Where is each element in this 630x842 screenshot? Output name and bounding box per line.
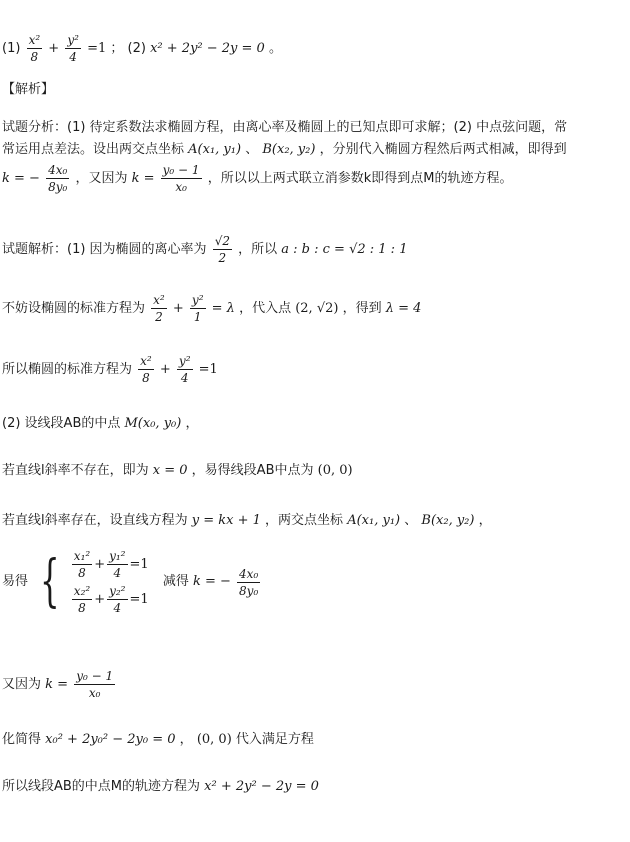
fraction-y2-over-1: $\frac{\text{y²}}{1}$: [191, 293, 204, 324]
fraction-x2-over-2: $\frac{\text{x²}}{2}$: [153, 293, 165, 324]
fraction-y0m1-over-x0: $\frac{\text{y₀ − 1}}{\text{x₀}}$: [162, 163, 200, 194]
answer-line: (1) $\frac{\text{x²}}{8}$ + $\frac{\text{y²}}{4}$ =1 ； (2) x² + 2y² − 2y = 0 。: [2, 33, 282, 64]
part1-label: (1): [2, 41, 21, 56]
fraction-x2-over-8-b: $\frac{\text{x²}}{8}$: [140, 354, 152, 385]
fraction-y0m1-over-x0-b: $\frac{\text{y₀ − 1}}{\text{x₀}}$: [76, 669, 114, 700]
solution-line-9: 化简得 x₀² + 2y₀² − 2y₀ = 0 ， (0, 0) 代入满足方程: [2, 732, 314, 747]
equation-system: { $\frac{\text{x₁²}}{8}$ + $\frac{\text{y₁²}}{4}$ =1 $\frac{\text{x₂²}}{8}$ + $\frac{\text{y₂²}}{4}$ =1: [40, 549, 149, 615]
fraction-4x0-over-8y0: $\frac{\text{4x₀}}{\text{8y₀}}$: [48, 163, 68, 194]
solution-line-6: 若直线l斜率存在，设直线方程为 y = kx + 1 ，两交点坐标 A(x₁, y₁) 、 B(x₂, y₂) ，: [2, 513, 492, 528]
fraction-sqrt2-over-2: $\frac{√2}{2}$: [214, 234, 230, 265]
solution-line-8: 又因为 k = $\frac{\text{y₀ − 1}}{\text{x₀}}$: [2, 669, 114, 700]
left-brace-icon: {: [40, 549, 60, 614]
solution-line-10: 所以线段AB的中点M的轨迹方程为 x² + 2y² − 2y = 0: [2, 779, 319, 794]
solution-line-7: 易得 { $\frac{\text{x₁²}}{8}$ + $\frac{\text{y₁²}}{4}$ =1 $\frac{\text{x₂²}}{8}$ + $\frac{\text{y₂²}}{4}$ =1 减得 k = − $\frac{\text{4x₀}}{\text{8y₀}}$: [2, 549, 259, 615]
analysis-line-3: k = − $\frac{\text{4x₀}}{\text{8y₀}}$ ，又因为 k = $\frac{\text{y₀ − 1}}{\text{x₀}}$ ，所以以上两式联立消参数k即得到点M的轨迹方程。: [2, 163, 513, 194]
fraction-x2-over-8: $\frac{\text{x²}}{8}$: [28, 33, 41, 64]
analysis-line-1: 试题分析：(1) 待定系数法求椭圆方程，由离心率及椭圆上的已知点即可求解；(2) 中点弦问题，常: [2, 120, 568, 135]
solution-line-2: 不妨设椭圆的标准方程为 $\frac{\text{x²}}{2}$ + $\frac{\text{y²}}{1}$ = λ ，代入点 (2, √2) ，得到 λ = 4: [2, 293, 422, 324]
part2-equation: x² + 2y² − 2y = 0: [150, 41, 265, 56]
section-title: 【解析】: [2, 82, 55, 97]
solution-line-1: 试题解析：(1) 因为椭圆的离心率为 $\frac{√2}{2}$ ，所以 a : b : c = √2 : 1 : 1: [2, 234, 408, 265]
solution-line-4: (2) 设线段AB的中点 M(x₀, y₀) ，: [2, 416, 199, 431]
part2-label: (2): [127, 41, 146, 56]
solution-line-3: 所以椭圆的标准方程为 $\frac{\text{x²}}{8}$ + $\frac{\text{y²}}{4}$ =1: [2, 354, 218, 385]
solution-line-5: 若直线l斜率不存在，即为 x = 0 ，易得线段AB中点为 (0, 0): [2, 463, 353, 478]
fraction-y2-over-4-b: $\frac{\text{y²}}{4}$: [178, 354, 191, 385]
analysis-line-2: 常运用点差法。设出两交点坐标 A(x₁, y₁) 、 B(x₂, y₂) ，分别代入椭圆方程然后两式相减，即得到: [2, 142, 567, 157]
fraction-y2-over-4: $\frac{\text{y²}}{4}$: [67, 33, 79, 64]
fraction-4x0-over-8y0-b: $\frac{\text{4x₀}}{\text{8y₀}}$: [239, 566, 259, 598]
